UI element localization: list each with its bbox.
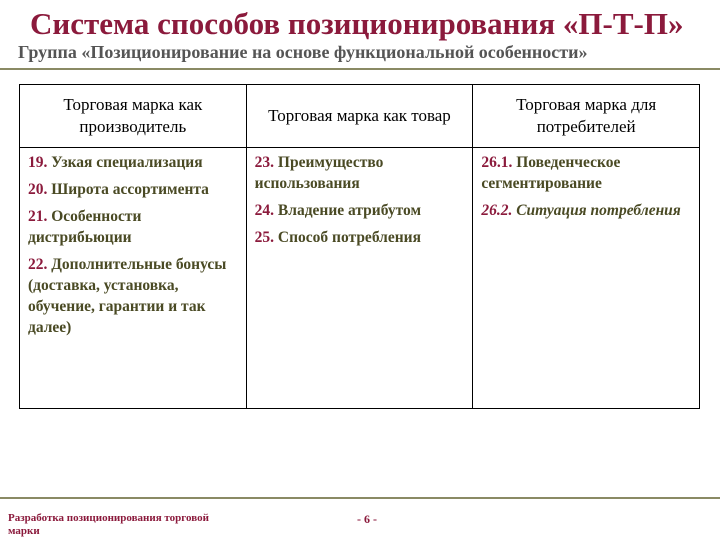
title-divider [0,68,720,70]
item-text: Широта ассортимента [51,181,209,198]
item-number: 26.1. [481,154,513,171]
cell-product [246,148,473,409]
item-text: Дополнительные бонусы (доставка, установка, обучение, гарантии и так далее) [28,256,227,336]
item-number: 25. [254,229,275,246]
item-number: 22. [28,256,48,273]
header-manufacturer: Торговая марка как производитель [20,85,247,148]
header-consumers: Торговая марка для потребителей [473,85,700,148]
footer-divider [0,497,720,499]
table-header-row [20,85,700,148]
list-item [255,200,467,221]
item-number: 26.2. [481,202,513,219]
list-item [28,152,240,173]
list-item [28,206,240,248]
item-number: 23. [254,154,275,171]
list-item [481,200,693,221]
footer-caption: Разработка позиционирования торговой марки [8,512,209,537]
positioning-table [19,84,700,409]
cell-consumers [473,148,700,409]
item-text: Особенности дистрибьюции [28,208,142,246]
item-number: 20. [28,181,48,198]
slide-title: Система способов позиционирования «П-Т-П» [30,6,684,41]
list-item [28,179,240,200]
cell-manufacturer [20,148,247,409]
item-number: 19. [28,154,48,171]
item-text: Преимущество использования [254,154,384,192]
item-number: 24. [254,202,275,219]
list-item [255,227,467,248]
item-text: Узкая специализация [51,154,203,171]
list-item [28,254,240,338]
table-row [20,148,700,409]
slide-subtitle: Группа «Позиционирование на основе функциональной особенности» [18,42,588,62]
item-text: Способ потребления [277,229,422,246]
item-text: Владение атрибутом [277,202,422,219]
header-product: Торговая марка как товар [246,85,473,148]
list-item [481,152,693,194]
item-number: 21. [28,208,48,225]
page-number: - 6 - [357,512,377,526]
list-item [255,152,467,194]
item-text: Поведенческое сегментирование [481,154,621,192]
item-text: Ситуация потребления [516,202,681,219]
